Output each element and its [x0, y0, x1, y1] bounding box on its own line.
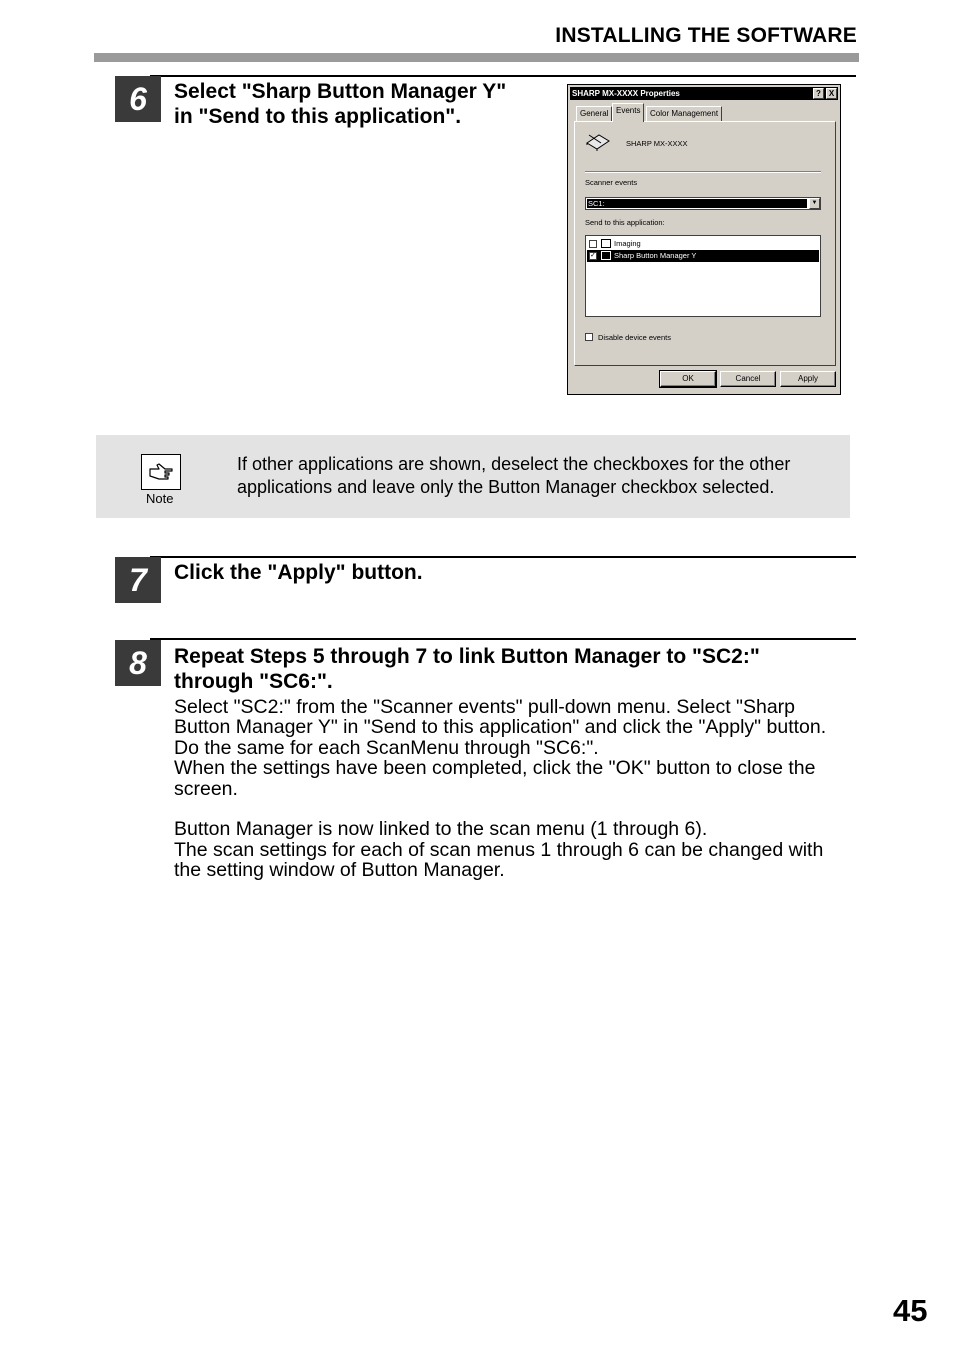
app-label: Sharp Button Manager Y — [614, 251, 697, 260]
imaging-checkbox[interactable] — [589, 240, 597, 248]
tab-general[interactable]: General — [576, 106, 612, 121]
step-6-rule — [150, 75, 856, 77]
scanner-event-value: SC1: — [587, 199, 807, 208]
button-manager-app-icon — [601, 251, 611, 260]
scanner-events-label: Scanner events — [585, 178, 638, 187]
step-8-body — [174, 697, 864, 881]
tab-events[interactable]: Events — [612, 103, 644, 122]
list-item-imaging[interactable] — [587, 238, 819, 250]
step-7-rule — [150, 556, 856, 558]
note-text: If other applications are shown, deselect the checkboxes for the other applications and leave only the Button Manager checkbox selected. — [237, 454, 791, 497]
list-item-sharp-button-manager[interactable] — [587, 250, 819, 262]
step-8-rule — [150, 638, 856, 640]
step-8-title: Repeat Steps 5 through 7 to link Button Manager to "SC2:" through "SC6:". — [174, 645, 760, 693]
app-label: Imaging — [614, 239, 641, 248]
step-8-paragraph-1: Select "SC2:" from the "Scanner events" pull-down menu. Select "Sharp Button Manager Y" in "Send to this application" and click the "Apply" button. Do the same for each ScanMenu through "SC6:". When the settings have been completed, click the "OK" button to close the screen. — [174, 696, 827, 800]
step-7-number: 7 — [115, 557, 161, 603]
cancel-button[interactable]: Cancel — [720, 371, 776, 387]
disable-events-label: Disable device events — [598, 333, 671, 342]
step-8-paragraph-2: Button Manager is now linked to the scan menu (1 through 6). The scan settings for each of scan menus 1 through 6 can be changed with the setting window of Button Manager. — [174, 818, 824, 882]
step-6-number: 6 — [115, 76, 161, 122]
scanner-icon — [585, 131, 611, 151]
apply-button[interactable]: Apply — [780, 371, 836, 387]
application-list — [585, 235, 821, 317]
chevron-down-icon[interactable]: ▼ — [809, 198, 820, 209]
group-separator — [585, 171, 821, 173]
send-to-label: Send to this application: — [585, 218, 665, 227]
step-7-title: Click the "Apply" button. — [174, 561, 423, 584]
help-button[interactable]: ? — [813, 88, 824, 99]
close-button[interactable]: X — [826, 88, 837, 99]
ok-button[interactable]: OK — [660, 371, 716, 387]
disable-events-checkbox[interactable] — [585, 333, 593, 341]
properties-dialog — [567, 84, 841, 395]
header-rule — [94, 53, 859, 62]
page-number: 45 — [893, 1293, 928, 1328]
step-6-title: Select "Sharp Button Manager Y" in "Send to this application". — [174, 80, 507, 128]
note-icon — [141, 454, 181, 490]
dialog-title: SHARP MX-XXXX Properties — [572, 89, 680, 98]
tab-color-management[interactable]: Color Management — [646, 106, 722, 121]
scanner-events-dropdown[interactable] — [585, 197, 821, 210]
dialog-titlebar — [570, 87, 838, 100]
device-name: SHARP MX-XXXX — [626, 139, 688, 148]
note-label: Note — [146, 491, 174, 506]
pointing-hand-icon — [147, 461, 175, 483]
imaging-app-icon — [601, 239, 611, 248]
step-8-number: 8 — [115, 640, 161, 686]
section-title: INSTALLING THE SOFTWARE — [555, 24, 857, 47]
sharp-button-manager-checkbox[interactable]: ✓ — [590, 252, 596, 259]
